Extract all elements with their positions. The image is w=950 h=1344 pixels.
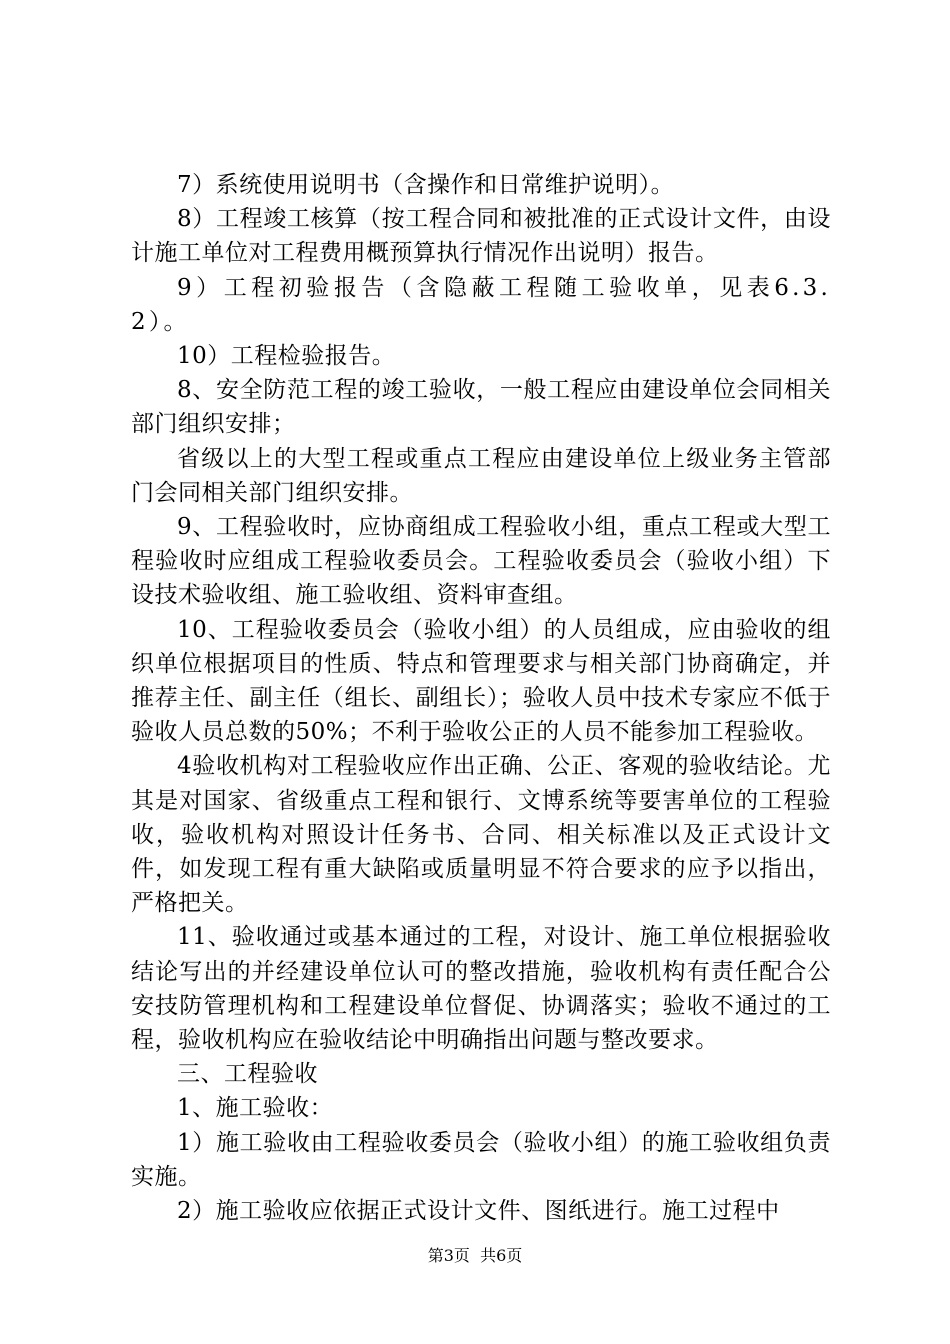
paragraph-section-8: 8、安全防范工程的竣工验收，一般工程应由建设单位会同相关部门组织安排； xyxy=(131,377,831,438)
paragraph-item-10: 10）工程检验报告。 xyxy=(177,343,396,370)
subsection-heading-1: 1、施工验收： xyxy=(177,1095,334,1122)
paragraph-section-9: 9、工程验收时，应协商组成工程验收小组，重点工程或大型工程验收时应组成工程验收委员会。工程验收委员会（验收小组）下设技术验收组、施工验收组、资料审查组。 xyxy=(131,514,831,609)
paragraph-section-11: 11、验收通过或基本通过的工程，对设计、施工单位根据验收结论写出的并经建设单位认可的整改措施，验收机构有责任配合公安技防管理机构和工程建设单位督促、协调落实；验收不通过的工程，验收机构应在验收结论中明确指出问题与整改要求。 xyxy=(131,924,831,1054)
paragraph-sub-1: 1）施工验收由工程验收委员会（验收小组）的施工验收组负责实施。 xyxy=(131,1129,831,1190)
paragraph-item-7: 7）系统使用说明书（含操作和日常维护说明）。 xyxy=(177,172,675,198)
paragraph-provincial: 省级以上的大型工程或重点工程应由建设单位上级业务主管部门会同相关部门组织安排。 xyxy=(131,445,831,506)
paragraph-sub-2: 2）施工验收应依据正式设计文件、图纸进行。施工过程中 xyxy=(177,1198,780,1225)
paragraph-item-8: 8）工程竣工核算（按工程合同和被批准的正式设计文件，由设计施工单位对工程费用概预算执行情况作出说明）报告。 xyxy=(131,206,831,267)
page-footer xyxy=(0,1246,950,1266)
section-heading-3: 三、工程验收 xyxy=(177,1061,318,1088)
paragraph-section-10: 10、工程验收委员会（验收小组）的人员组成，应由验收的组织单位根据项目的性质、特点和管理要求与相关部门协商确定，并推荐主任、副主任（组长、副组长）；验收人员中技术专家应不低于验收人员总数的50%；不利于验收公正的人员不能参加工程验收。 xyxy=(131,616,831,746)
document-body xyxy=(131,168,831,1228)
page-number-label: 第3页 共6页 xyxy=(427,1246,523,1265)
paragraph-item-9: 9）工程初验报告（含隐蔽工程随工验收单，见表6.3.2）。 xyxy=(131,274,831,335)
paragraph-section-4: 4验收机构对工程验收应作出正确、公正、客观的验收结论。尤其是对国家、省级重点工程和银行、文博系统等要害单位的工程验收，验收机构对照设计任务书、合同、相关标准以及正式设计文件，如发现工程有重大缺陷或质量明显不符合要求的应予以指出，严格把关。 xyxy=(131,753,831,917)
